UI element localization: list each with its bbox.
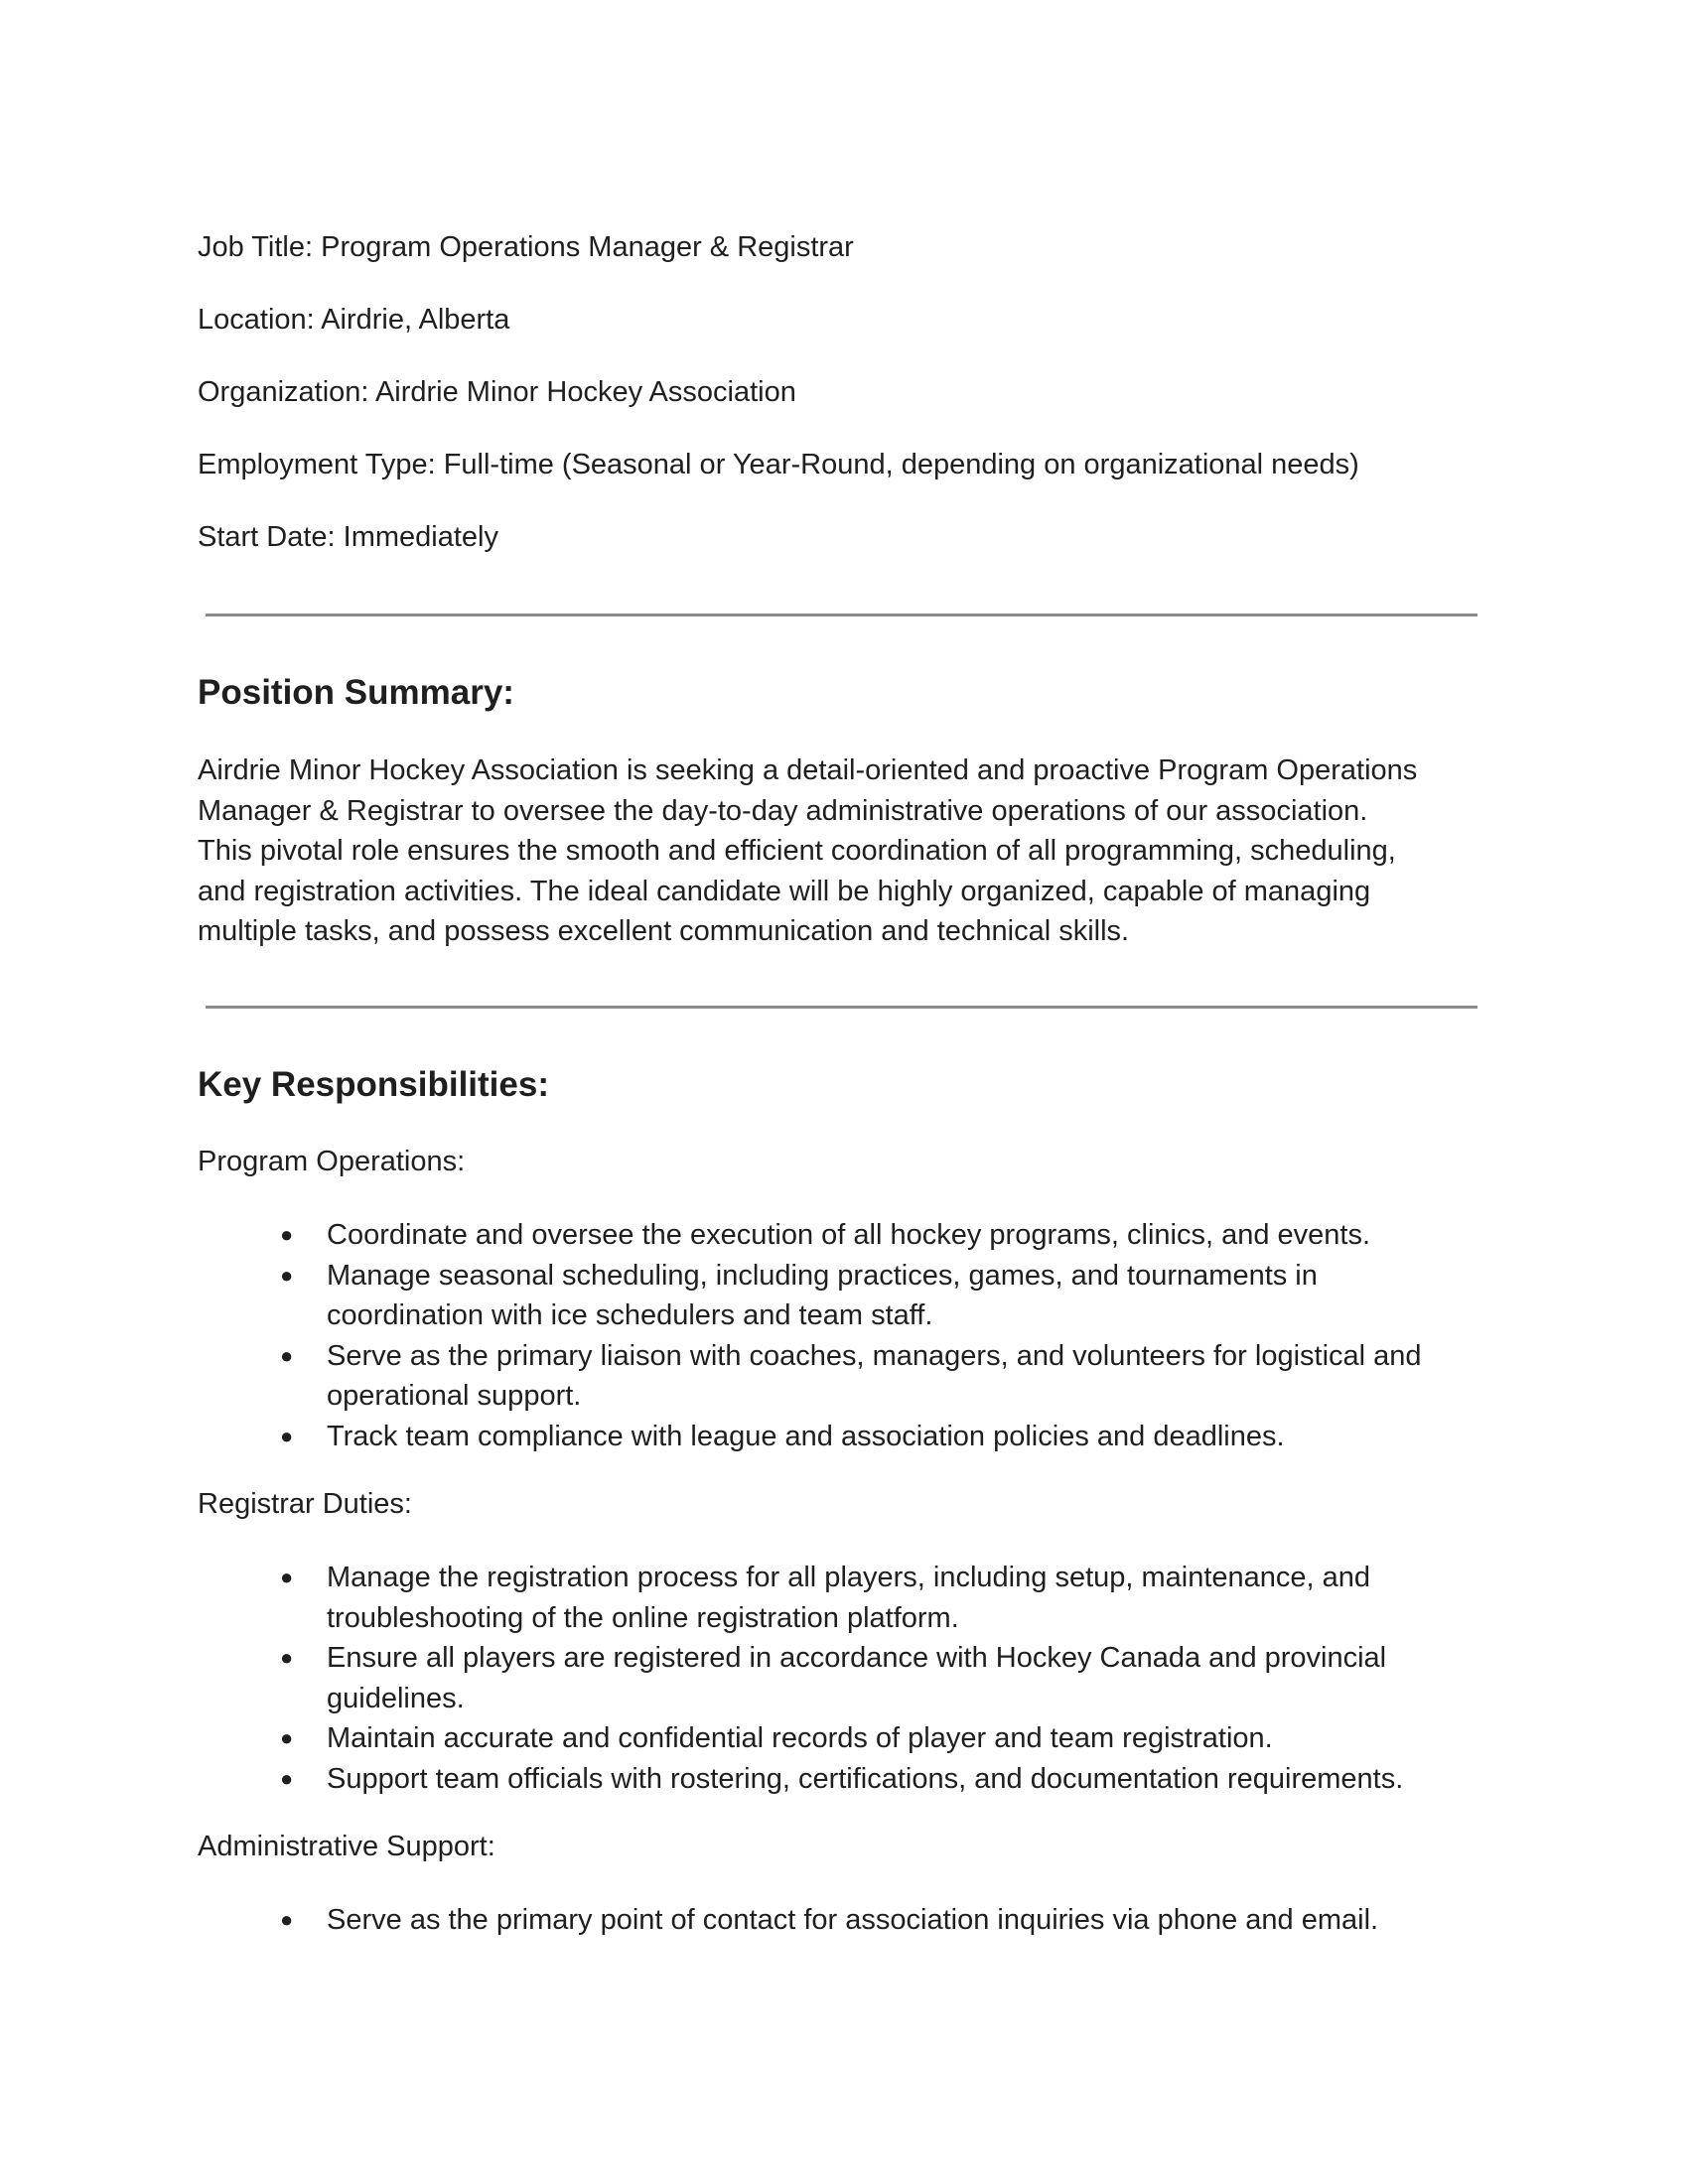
list-item: ● Manage the registration process for all players, including setup, maintenance, and troubleshooting of the online registration platform. (0, 1558, 1688, 1638)
bullet-icon: ● (280, 1222, 294, 1247)
summary-line: and registration activities. The ideal candidate will be highly organized, capable of managing (198, 875, 1371, 907)
list-item: ● Track team compliance with league and association policies and deadlines. (0, 1417, 1688, 1457)
bullet-icon: ● (280, 1725, 294, 1750)
job-title-line: Job Title: Program Operations Manager & Registrar (198, 231, 854, 263)
summary-line: Manager & Registrar to oversee the day-to-day administrative operations of our association. (198, 794, 1368, 827)
registrar-duties-list (0, 1558, 1688, 1799)
list-item: ● Maintain accurate and confidential records of player and team registration. (0, 1718, 1688, 1759)
summary-line: multiple tasks, and possess excellent communication and technical skills. (198, 915, 1130, 947)
key-responsibilities-heading: Key Responsibilities: (198, 1065, 549, 1104)
employment-type-line: Employment Type: Full-time (Seasonal or Year-Round, depending on organizational needs) (198, 449, 1359, 480)
divider (206, 614, 1477, 616)
administrative-support-list (0, 1900, 1688, 1941)
position-summary-heading: Position Summary: (198, 673, 514, 712)
bullet-icon: ● (280, 1342, 294, 1368)
bullet-icon: ● (280, 1765, 294, 1791)
position-summary-paragraph (198, 751, 1417, 952)
program-operations-list (0, 1215, 1688, 1456)
list-item: ● Serve as the primary point of contact for association inquiries via phone and email. (0, 1900, 1688, 1941)
administrative-support-label: Administrative Support: (198, 1831, 495, 1862)
list-item: ● Coordinate and oversee the execution of all hockey programs, clinics, and events. (0, 1215, 1688, 1256)
summary-line: This pivotal role ensures the smooth and efficient coordination of all programming, scheduling, (198, 835, 1396, 867)
registrar-duties-label: Registrar Duties: (198, 1488, 412, 1520)
list-item: ● Serve as the primary liaison with coaches, managers, and volunteers for logistical and operational support. (0, 1336, 1688, 1417)
organization-line: Organization: Airdrie Minor Hockey Association (198, 376, 796, 408)
bullet-icon: ● (280, 1565, 294, 1589)
location-line: Location: Airdrie, Alberta (198, 304, 510, 336)
summary-line: Airdrie Minor Hockey Association is seeking a detail-oriented and proactive Program Operations (198, 754, 1418, 786)
list-item: ● Support team officials with rostering, certifications, and documentation requirements. (0, 1759, 1688, 1800)
bullet-icon: ● (280, 1423, 294, 1448)
start-date-line: Start Date: Immediately (198, 521, 498, 553)
list-item: ● Ensure all players are registered in accordance with Hockey Canada and provincial guidelines. (0, 1638, 1688, 1718)
bullet-icon: ● (280, 1907, 294, 1932)
list-item: ● Manage seasonal scheduling, including practices, games, and tournaments in coordination with ice schedulers and team staff. (0, 1256, 1688, 1336)
bullet-icon: ● (280, 1645, 294, 1670)
divider (206, 1006, 1477, 1009)
bullet-icon: ● (280, 1262, 294, 1288)
program-operations-label: Program Operations: (198, 1146, 466, 1177)
